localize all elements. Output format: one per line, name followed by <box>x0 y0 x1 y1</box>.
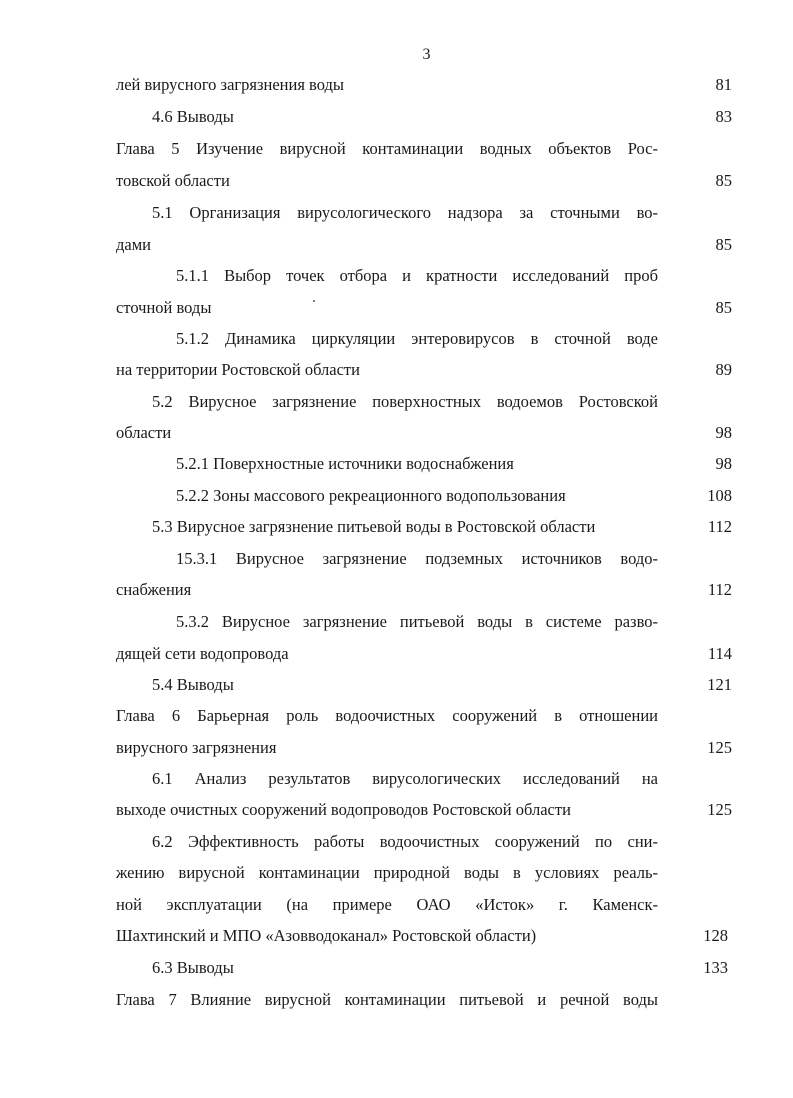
toc-entry-text: 5.4 Выводы <box>152 675 234 694</box>
toc-entry <box>152 674 732 696</box>
toc-entry <box>116 894 658 916</box>
toc-entry-text: жению вирусной контаминации природной воды в условиях реаль- <box>116 863 658 882</box>
toc-entry-page: 112 <box>707 517 732 536</box>
toc-entry-page: 128 <box>703 926 728 945</box>
toc-entry <box>176 485 732 507</box>
toc-entry-page: 98 <box>715 454 732 473</box>
toc-entry-text: лей вирусного загрязнения воды <box>116 75 344 94</box>
toc-entry-page: 98 <box>715 423 732 442</box>
toc-entry-text: 5.1 Организация вирусологического надзора за сточными во- <box>152 203 658 222</box>
toc-entry-page: 121 <box>707 675 732 694</box>
toc-entry-text: 5.2.2 Зоны массового рекреационного водопользования <box>176 486 566 505</box>
toc-entry-page: 85 <box>715 235 732 254</box>
toc-entry-page: 85 <box>715 298 732 317</box>
toc-entry <box>152 768 658 790</box>
toc-entry <box>152 391 658 413</box>
toc-entry-text: 5.2 Вирусное загрязнение поверхностных водоемов Ростовской <box>152 392 658 411</box>
toc-entry-text: 5.1.1 Выбор точек отбора и кратности исследований проб <box>176 266 658 285</box>
toc-entry-text: дами <box>116 235 151 254</box>
toc-entry <box>176 611 658 633</box>
toc-entry <box>116 737 732 759</box>
toc-entry <box>152 106 732 128</box>
toc-entry-page: 89 <box>715 360 732 379</box>
toc-entry-page: 108 <box>707 486 732 505</box>
toc-entry <box>176 265 658 287</box>
toc-entry-text: снабжения <box>116 580 192 599</box>
toc-entry-page: 125 <box>707 738 732 757</box>
toc-entry-text: 6.2 Эффективность работы водоочистных сооружений по сни- <box>152 832 658 851</box>
toc-entry-text: Глава 6 Барьерная роль водоочистных сооружений в отношении <box>116 706 658 725</box>
toc-entry <box>116 925 728 947</box>
toc-entry <box>176 328 658 350</box>
toc-entry-page: 133 <box>703 958 728 977</box>
toc-entry-text: на территории Ростовской области <box>116 360 360 379</box>
toc-entry <box>152 957 728 979</box>
toc-entry-text: 6.3 Выводы <box>152 958 234 977</box>
toc-entry-text: области <box>116 423 172 442</box>
toc-entry-text: 4.6 Выводы <box>152 107 234 126</box>
toc-entry <box>116 862 658 884</box>
toc-entry <box>116 705 658 727</box>
toc-entry <box>116 74 732 96</box>
page-number: 3 <box>422 46 431 63</box>
toc-entry-text: 15.3.1 Вирусное загрязнение подземных источников водо- <box>176 549 658 568</box>
toc-entry-text: 5.3 Вирусное загрязнение питьевой воды в Ростовской области <box>152 517 596 536</box>
toc-entry-text: 5.3.2 Вирусное загрязнение питьевой воды в системе разво- <box>176 612 658 631</box>
toc-entry <box>116 799 732 821</box>
toc-entry-text: 5.2.1 Поверхностные источники водоснабжения <box>176 454 514 473</box>
toc-entry-page: 112 <box>707 580 732 599</box>
toc-entry-text: дящей сети водопровода <box>116 644 289 663</box>
toc-entry <box>152 831 658 853</box>
toc-entry-text: выходе очистных сооружений водопроводов Ростовской области <box>116 800 571 819</box>
toc-entry-text: вирусного загрязнения <box>116 738 277 757</box>
toc-entry-page: 83 <box>715 107 732 126</box>
toc-entry-text: сточной воды <box>116 298 212 317</box>
toc-entry <box>116 138 658 160</box>
toc-entry <box>116 297 732 319</box>
toc-entry <box>176 453 732 475</box>
scan-speck <box>313 300 315 302</box>
toc-entry-text: Глава 7 Влияние вирусной контаминации питьевой и речной воды <box>116 990 658 1009</box>
toc-entry-text: товской области <box>116 171 230 190</box>
toc-entry <box>116 234 732 256</box>
toc-entry-text: ной эксплуатации (на примере ОАО «Исток» г. Каменск- <box>116 895 658 914</box>
toc-entry-text: Глава 5 Изучение вирусной контаминации водных объектов Рос- <box>116 139 658 158</box>
toc-entry-page: 125 <box>707 800 732 819</box>
toc-entry-page: 81 <box>715 75 732 94</box>
toc-entry-text: Шахтинский и МПО «Азовводоканал» Ростовской области) <box>116 926 537 945</box>
toc-entry-text: 6.1 Анализ результатов вирусологических исследований на <box>152 769 658 788</box>
toc-entry <box>152 516 732 538</box>
toc-entry <box>116 422 732 444</box>
toc-entry <box>152 202 658 224</box>
toc-entry <box>116 579 732 601</box>
toc-entry <box>116 170 732 192</box>
toc-entry <box>116 643 732 665</box>
toc-entry-page: 114 <box>707 644 732 663</box>
toc-entry-text: 5.1.2 Динамика циркуляции энтеровирусов в сточной воде <box>176 329 658 348</box>
toc-entry <box>176 548 658 570</box>
toc-entry <box>116 359 732 381</box>
toc-entry <box>116 989 658 1011</box>
toc-entry-page: 85 <box>715 171 732 190</box>
